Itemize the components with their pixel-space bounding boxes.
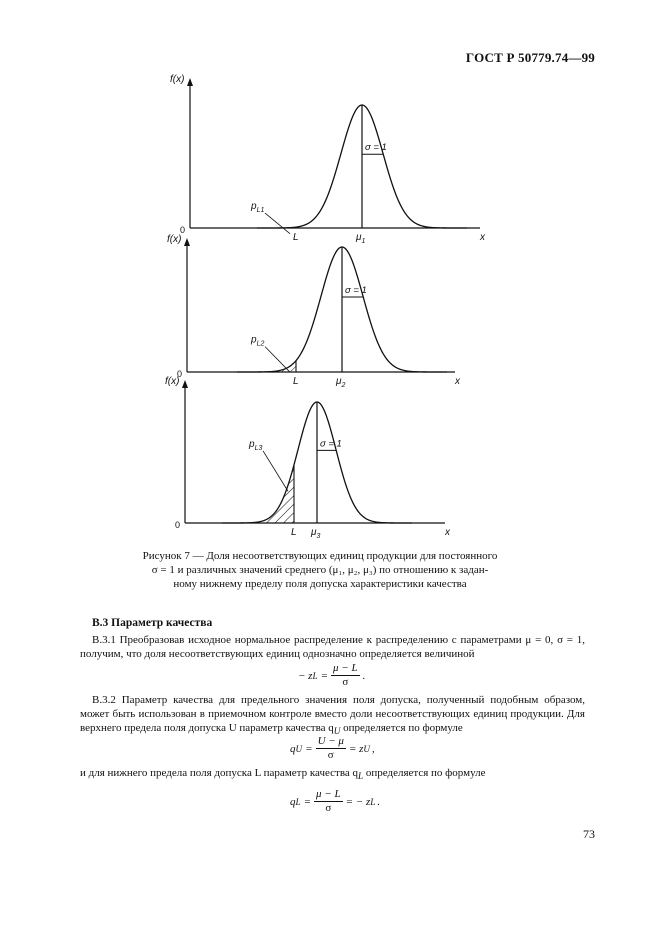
y-axis-label: f(x) [167,234,182,245]
lower-limit-label: L [293,232,299,243]
paragraph-b32: В.3.2 Параметр качества для предельного значения поля допуска, полученный подобным образом, может быть использован в приемочном контроле вместо доли несоответствующих единиц продукции. Для верхнего предела поля допуска U параметр качества $q_U$ определяется по формуле [80,694,585,737]
origin-label: 0 [175,520,181,530]
y-axis-arrow [187,78,193,86]
tail-probability-label: $p_{L3}$ [249,438,263,452]
origin-label: 0 [177,369,183,379]
tail-probability-label: $p_{L2}$ [251,334,265,348]
y-axis-label: f(x) [170,74,185,85]
tail-area-hatch [237,361,296,372]
tail-area-hatch [222,465,294,523]
figure-caption: Рисунок 7 — Доля несоответствующих единиц продукции для постоянного σ = 1 и различных значений среднего (μ₁, μ₂, μ₃) по отношению к задан- ному нижнему пределу поля допуска характеристики качества [142,550,498,590]
page-number: 73 [583,827,595,841]
tail-leader-line [265,213,290,234]
mean-label: $\mu_3$ [311,527,321,540]
formula-zl: − z L = $\frac{\mu - L}{\sigma}$ . [298,662,366,688]
tail-leader-line [265,347,290,373]
formula-ql: q L = $\frac{\mu - L}{\sigma}$ = − z L . [290,788,381,814]
mean-label: $\mu_1$ [356,232,366,245]
sigma-label: σ = 1 [320,438,342,450]
y-axis-arrow [182,380,188,388]
sigma-label: σ = 1 [345,285,367,296]
sigma-label: σ = 1 [365,142,387,154]
paragraph-b31: В.3.1 Преобразовав исходное нормальное распределение к распределению с параметрами μ = 0, σ = 1, получим, что доля несоответствующих единиц однозначно определяется величиной [80,634,585,660]
document-header: ГОСТ Р 50779.74—99 [465,50,595,65]
tail-probability-label: $p_{L1}$ [251,201,265,215]
section-title: В.3 Параметр качества [92,617,213,629]
x-axis-label: x [480,232,485,243]
lower-limit-label: L [291,527,297,538]
y-axis-label: f(x) [165,376,180,387]
x-axis-label: x [445,527,450,538]
paragraph-b32-cont: и для нижнего предела поля допуска L параметр качества $q_L$ определяется по формуле [80,767,486,782]
mean-label: $\mu_2$ [336,376,346,389]
tail-leader-line [263,451,288,491]
origin-label: 0 [180,225,186,235]
x-axis-label: x [455,376,460,387]
y-axis-arrow [184,238,190,246]
lower-limit-label: L [293,376,299,387]
formula-qu: q U = $\frac{U - \mu}{\sigma}$ = z U , [290,735,375,761]
